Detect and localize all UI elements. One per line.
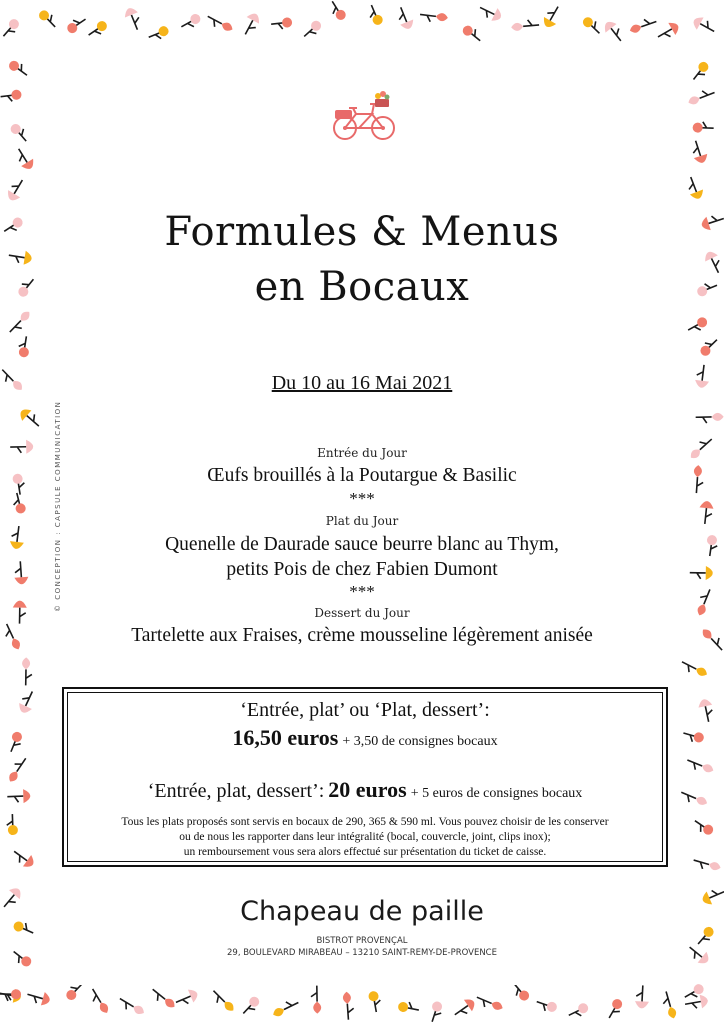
flower-motif xyxy=(394,5,416,32)
flower-motif xyxy=(679,789,709,809)
flower-motif xyxy=(5,755,29,784)
flower-motif xyxy=(419,10,448,23)
flower-motif xyxy=(692,817,716,838)
flower-motif xyxy=(690,60,712,83)
note-line2: ou de nous les rapporter dans leur intégralité (bocal, couvercle, joint, clips inox); xyxy=(179,831,551,843)
brand-address: 29, BOULEVARD MIRABEAU – 13210 SAINT-REMY-DE-PROVENCE xyxy=(227,948,497,958)
flower-motif xyxy=(698,335,721,358)
flower-motif xyxy=(654,19,681,43)
date-range: Du 10 au 16 Mai 2021 xyxy=(271,372,453,394)
credit-text: © CONCEPTION : CAPSULE COMMUNICATION xyxy=(54,400,62,612)
flower-motif xyxy=(271,17,293,30)
flower-motif xyxy=(13,145,37,172)
flower-motif xyxy=(366,3,384,27)
flower-motif xyxy=(692,856,722,873)
starter-dish: Œufs brouillés à la Poutargue & Basilic xyxy=(207,465,517,486)
formula2-line xyxy=(64,777,666,803)
flower-motif xyxy=(86,19,110,40)
flower-motif xyxy=(540,3,564,30)
flower-motif xyxy=(10,846,37,871)
flower-motif xyxy=(692,121,713,133)
flower-motif xyxy=(179,12,203,32)
flower-motif xyxy=(37,8,60,31)
flower-motif xyxy=(0,989,21,1000)
flower-motif xyxy=(605,997,625,1021)
flower-motif xyxy=(427,1000,444,1023)
flower-motif xyxy=(17,335,31,357)
formula1-label: ‘Entrée, plat’ ou ‘Plat, dessert’: xyxy=(240,699,490,721)
flower-motif xyxy=(0,986,22,1004)
flower-motif xyxy=(17,406,44,432)
flower-motif xyxy=(684,175,705,201)
flower-motif xyxy=(301,19,324,41)
flower-motif xyxy=(149,986,177,1011)
flower-motif xyxy=(660,990,677,1020)
brand-name: Chapeau de paille xyxy=(240,896,484,927)
flower-motif xyxy=(9,121,31,144)
separator-1: *** xyxy=(349,489,375,508)
formula1-price: 16,50 euros xyxy=(232,725,339,750)
flower-motif xyxy=(147,25,171,43)
flower-motif xyxy=(511,19,540,31)
main-dish-line1: Quenelle de Daurade sauce beurre blanc au Thym, xyxy=(165,534,559,555)
flower-motif xyxy=(173,987,200,1009)
flower-motif xyxy=(7,58,30,79)
page-title-line1: Formules & Menus xyxy=(164,209,560,255)
flower-motif xyxy=(239,11,262,38)
flower-motif xyxy=(461,23,484,45)
flower-motif xyxy=(397,1000,420,1015)
formula1-deposit: + 3,50 de consignes bocaux xyxy=(342,734,498,749)
separator-2: *** xyxy=(349,582,375,601)
flower-motif xyxy=(87,987,110,1016)
main-dish-line2: petits Pois de chez Fabien Dumont xyxy=(226,559,498,580)
flower-motif xyxy=(122,6,144,33)
formula1-line xyxy=(64,725,666,751)
flower-motif xyxy=(679,658,708,680)
flower-motif xyxy=(5,176,29,203)
flower-motif xyxy=(686,87,716,106)
formula2-price: 20 euros xyxy=(328,777,407,802)
flower-motif xyxy=(685,756,715,776)
main-label: Plat du Jour xyxy=(325,514,399,528)
flower-motif xyxy=(689,139,709,165)
flower-motif xyxy=(342,991,354,1020)
flower-motif xyxy=(22,657,32,685)
flower-motif xyxy=(311,986,321,1014)
note-line1: Tous les plats proposés sont servis en bocaux de 290, 365 & 590 ml. Vous pouvez choisir de les conserver xyxy=(121,816,609,828)
flower-motif xyxy=(368,990,382,1013)
flower-motif xyxy=(271,997,301,1018)
flower-motif xyxy=(475,994,505,1014)
flower-motif xyxy=(696,413,724,423)
formula2-deposit: + 5 euros de consignes bocaux xyxy=(410,786,583,801)
flower-motif xyxy=(682,728,705,744)
flower-motif xyxy=(7,309,34,336)
flower-motif xyxy=(635,985,650,1009)
flower-motif xyxy=(65,14,89,35)
flower-motif xyxy=(117,995,146,1018)
flower-motif xyxy=(581,14,604,37)
flower-motif xyxy=(628,16,658,35)
note-line3: un remboursement vous sera alors effectué sur présentation du ticket de caisse. xyxy=(183,846,547,858)
price-box xyxy=(62,687,668,867)
flower-motif xyxy=(477,1,504,24)
flower-motif xyxy=(451,996,478,1021)
flower-motif xyxy=(16,689,38,716)
flower-motif xyxy=(240,995,262,1018)
flower-motif xyxy=(686,316,710,336)
flower-motif xyxy=(0,17,22,40)
flower-motif xyxy=(205,13,234,35)
flower-motif xyxy=(327,0,347,22)
flower-motif xyxy=(684,993,709,1011)
flower-motif xyxy=(691,14,718,37)
flower-motif xyxy=(682,982,706,1002)
flower-motif xyxy=(209,988,236,1015)
dessert-label: Dessert du Jour xyxy=(314,606,410,620)
flower-motif xyxy=(567,1002,591,1021)
flower-motif xyxy=(601,18,626,45)
dessert-dish: Tartelette aux Fraises, crème mousseline légèrement anisée xyxy=(131,625,593,646)
starter-label: Entrée du Jour xyxy=(317,446,407,460)
brand-subtitle: BISTROT PROVENÇAL xyxy=(316,936,408,946)
flower-motif xyxy=(0,89,22,102)
flower-motif xyxy=(535,997,558,1014)
flower-motif xyxy=(697,698,715,723)
formula2-label: ‘Entrée, plat, dessert’: xyxy=(147,780,325,802)
page-title-line2: en Bocaux xyxy=(254,264,470,310)
flower-motif xyxy=(6,730,24,754)
flower-motif xyxy=(6,814,18,835)
bicycle-icon xyxy=(332,90,396,142)
flower-motif xyxy=(7,789,30,804)
flower-motif xyxy=(26,988,52,1008)
